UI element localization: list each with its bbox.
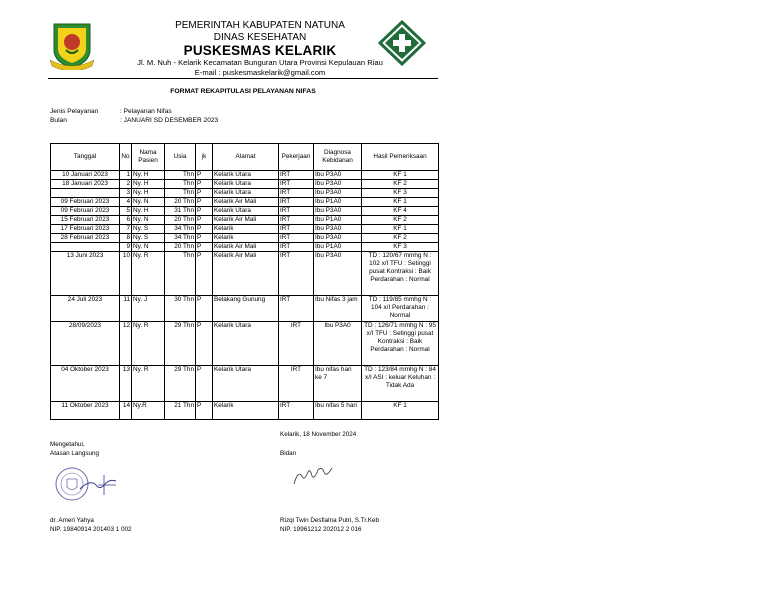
table-cell: Ibu Nifas 3 jam xyxy=(314,296,362,322)
table-cell: 6 xyxy=(120,216,132,225)
col-header: Nama Pasien xyxy=(132,144,165,171)
table-cell: Ny. N xyxy=(132,243,165,252)
table-cell: 10 xyxy=(120,252,132,296)
table-cell: IRT xyxy=(279,322,314,366)
table-cell: IRT xyxy=(279,225,314,234)
signature-left-title: Mengetahui, xyxy=(50,441,85,448)
table-cell: 12 xyxy=(120,322,132,366)
table-row xyxy=(51,180,439,189)
table-cell: Kelarik Utara xyxy=(213,322,279,366)
table-cell: 09 Februari 2023 xyxy=(51,207,120,216)
table-cell: 20 Thn xyxy=(165,243,196,252)
table-cell: Kelarik xyxy=(213,234,279,243)
table-cell xyxy=(51,189,120,198)
table-cell: 14 xyxy=(120,402,132,420)
table-cell: KF 4 xyxy=(362,207,439,216)
table-cell: Ibu nifas hari ke 7 xyxy=(314,366,362,402)
service-type-value: : Pelayanan Nifas xyxy=(120,108,172,115)
table-cell: Ibu P3A0 xyxy=(314,207,362,216)
table-cell: 11 xyxy=(120,296,132,322)
table-cell: P xyxy=(196,171,213,180)
table-cell: 28/09/2023 xyxy=(51,322,120,366)
table-cell: TD : 120/67 mmhg N : 102 x/I TFU : Setinggi pusat Kontraksi : Baik Perdarahan : Normal xyxy=(362,252,439,296)
col-header: Diagnosa Kebidanan xyxy=(314,144,362,171)
table-row xyxy=(51,322,439,366)
signature-left-subtitle: Atasan Langsung xyxy=(50,450,100,457)
table-cell: 11 Oktober 2023 xyxy=(51,402,120,420)
table-cell: IRT xyxy=(279,189,314,198)
table-cell: KF 2 xyxy=(362,180,439,189)
table-cell: Ibu nifas 5 hari xyxy=(314,402,362,420)
regency-emblem-icon xyxy=(48,20,96,70)
table-cell: 20 Thn xyxy=(165,216,196,225)
table-cell: 3 xyxy=(120,189,132,198)
table-cell: Ibu P3A0 xyxy=(314,225,362,234)
table-cell: 21 Thn xyxy=(165,402,196,420)
table-row xyxy=(51,216,439,225)
table-cell: 13 Juni 2023 xyxy=(51,252,120,296)
table-cell: Ny. S xyxy=(132,225,165,234)
col-header: jk xyxy=(196,144,213,171)
table-cell: IRT xyxy=(279,234,314,243)
table-cell: Kelarik Utara xyxy=(213,207,279,216)
table-cell: TD : 126/71 mmhg N : 95 x/I TFU : Setinggi pusat Kontraksi : Baik Perdarahan : Normal xyxy=(362,322,439,366)
signature-right-name: Rizqi Twin Desfialna Putri, S.Tr.Keb xyxy=(280,517,380,524)
table-cell: 34 Thn xyxy=(165,234,196,243)
table-row xyxy=(51,234,439,243)
table-cell: 13 xyxy=(120,366,132,402)
table-row xyxy=(51,207,439,216)
table-cell: Ny.R xyxy=(132,402,165,420)
table-cell: 30 Thn xyxy=(165,296,196,322)
table-cell: P xyxy=(196,252,213,296)
table-cell: Thn xyxy=(165,171,196,180)
table-cell: IRT xyxy=(279,243,314,252)
health-cross-icon xyxy=(378,20,426,66)
table-cell: Ny. H xyxy=(132,207,165,216)
table-cell: Kelarik xyxy=(213,402,279,420)
table-cell: IRT xyxy=(279,180,314,189)
table-cell: Ny. S xyxy=(132,234,165,243)
table-row xyxy=(51,252,439,296)
period-label: Bulan xyxy=(50,117,67,124)
table-cell: Kelarik Air Mali xyxy=(213,216,279,225)
period-value: : JANUARI SD DESEMBER 2023 xyxy=(120,117,219,124)
table-cell: P xyxy=(196,189,213,198)
table-cell: Ny. N xyxy=(132,198,165,207)
header-address: Jl. M. Nuh - Kelarik Kecamatan Bunguran Utara Provinsi Kepulauan Riau xyxy=(137,58,383,67)
document-title: FORMAT REKAPITULASI PELAYANAN NIFAS xyxy=(170,88,316,95)
table-cell: 34 Thn xyxy=(165,225,196,234)
table-row xyxy=(51,225,439,234)
table-cell: P xyxy=(196,225,213,234)
official-stamp-signature xyxy=(50,465,122,503)
table-cell: IRT xyxy=(279,171,314,180)
table-cell: 31 Thn xyxy=(165,207,196,216)
table-cell: 18 Januari 2023 xyxy=(51,180,120,189)
table-cell: Kelarik Utara xyxy=(213,189,279,198)
table-cell: 09 Februari 2023 xyxy=(51,198,120,207)
table-cell: IRT xyxy=(279,366,314,402)
table-cell xyxy=(51,243,120,252)
table-cell: Ny. R xyxy=(132,322,165,366)
table-cell: 28 Februari 2023 xyxy=(51,234,120,243)
table-cell: Kelarik Air Mali xyxy=(213,198,279,207)
table-cell: P xyxy=(196,216,213,225)
table-cell: 5 xyxy=(120,207,132,216)
table-cell: Kelarik Utara xyxy=(213,180,279,189)
col-header: Pekerjaan xyxy=(279,144,314,171)
table-cell: 24 Juli 2023 xyxy=(51,296,120,322)
table-cell: 2 xyxy=(120,180,132,189)
recap-table xyxy=(50,143,439,420)
table-cell: Kelarik Air Mali xyxy=(213,252,279,296)
table-cell: 8 xyxy=(120,234,132,243)
table-cell: IRT xyxy=(279,296,314,322)
table-cell: Ny. H xyxy=(132,171,165,180)
table-cell: 29 Thn xyxy=(165,322,196,366)
col-header: Hasil Pemeriksaan xyxy=(362,144,439,171)
table-cell: 29 Thn xyxy=(165,366,196,402)
table-cell: IRT xyxy=(279,252,314,296)
table-cell: Thn xyxy=(165,180,196,189)
table-cell: Belakang Gunung xyxy=(213,296,279,322)
table-cell: Ny. J xyxy=(132,296,165,322)
table-cell: IRT xyxy=(279,198,314,207)
table-cell: TD : 123/84 mmhg N : 84 x/I ASI : keluar Keluhan : Tidak Ada xyxy=(362,366,439,402)
table-cell: TD : 119/85 mmhg N : 104 x/I Perdarahan : Normal xyxy=(362,296,439,322)
table-cell: KF 1 xyxy=(362,402,439,420)
table-cell: 04 Oktober 2023 xyxy=(51,366,120,402)
table-cell: Ny. H xyxy=(132,189,165,198)
table-cell: 4 xyxy=(120,198,132,207)
table-cell: KF 3 xyxy=(362,243,439,252)
header-department: DINAS KESEHATAN xyxy=(213,32,307,43)
signature-right-title: Bidan xyxy=(280,450,297,457)
table-cell: Ny. N xyxy=(132,216,165,225)
table-row xyxy=(51,243,439,252)
table-cell: KF 3 xyxy=(362,189,439,198)
signature-date-place: Kelarik, 18 November 2024 xyxy=(280,431,357,438)
table-cell: 1 xyxy=(120,171,132,180)
signature-left-name: dr. Ameri Yahya xyxy=(50,517,94,524)
table-cell: Thn xyxy=(165,252,196,296)
signature-right-nip: NIP. 19961212 202012 2 016 xyxy=(280,526,362,533)
table-cell: Ibu P3A0 xyxy=(314,252,362,296)
table-cell: Ny. H xyxy=(132,180,165,189)
table-cell: P xyxy=(196,322,213,366)
table-row xyxy=(51,402,439,420)
table-cell: 9 xyxy=(120,243,132,252)
header-government: PEMERINTAH KABUPATEN NATUNA xyxy=(175,20,345,31)
table-cell: Ny. R xyxy=(132,366,165,402)
table-row xyxy=(51,189,439,198)
table-cell: IRT xyxy=(279,216,314,225)
table-cell: Thn xyxy=(165,189,196,198)
col-header: No xyxy=(120,144,132,171)
table-cell: Ny. R xyxy=(132,252,165,296)
table-cell: Ibu P1A0 xyxy=(314,243,362,252)
table-row xyxy=(51,171,439,180)
col-header: Tanggal xyxy=(51,144,120,171)
table-cell: IRT xyxy=(279,207,314,216)
table-cell: 17 Februari 2023 xyxy=(51,225,120,234)
col-header: Usia xyxy=(165,144,196,171)
signature-left-nip: NIP. 19840914 201403 1 002 xyxy=(50,526,132,533)
table-cell: KF 2 xyxy=(362,216,439,225)
table-cell: KF 1 xyxy=(362,198,439,207)
table-cell: IRT xyxy=(279,402,314,420)
table-cell: KF 2 xyxy=(362,234,439,243)
table-cell: Kelarik Utara xyxy=(213,366,279,402)
table-cell: P xyxy=(196,366,213,402)
table-cell: P xyxy=(196,243,213,252)
table-cell: Ibu P3A0 xyxy=(314,180,362,189)
table-cell: P xyxy=(196,207,213,216)
table-row xyxy=(51,198,439,207)
col-header: Alamat xyxy=(213,144,279,171)
table-row xyxy=(51,296,439,322)
table-cell: Ibu P3A0 xyxy=(314,171,362,180)
table-row xyxy=(51,366,439,402)
table-cell: P xyxy=(196,180,213,189)
table-cell: P xyxy=(196,402,213,420)
header-divider xyxy=(48,78,438,79)
header-email: E-mail : puskesmaskelarik@gmail.com xyxy=(194,68,326,77)
table-cell: Kelarik Utara xyxy=(213,171,279,180)
table-cell: KF 1 xyxy=(362,171,439,180)
table-cell: Ibu P3A0 xyxy=(314,189,362,198)
table-cell: 15 Februari 2023 xyxy=(51,216,120,225)
table-cell: P xyxy=(196,234,213,243)
bidan-signature xyxy=(290,458,336,490)
service-type-label: Jenis Pelayanan xyxy=(50,108,99,115)
table-cell: P xyxy=(196,296,213,322)
table-cell: Ibu P1A0 xyxy=(314,216,362,225)
table-cell: Kelarik Air Mali xyxy=(213,243,279,252)
table-header-row xyxy=(51,144,439,171)
table-cell: P xyxy=(196,198,213,207)
table-cell: 10 Januari 2023 xyxy=(51,171,120,180)
header-clinic-name: PUSKESMAS KELARIK xyxy=(183,43,337,58)
table-cell: Ibu P1A0 xyxy=(314,198,362,207)
table-cell: Kelarik xyxy=(213,225,279,234)
table-cell: Ibu P3A0 xyxy=(314,234,362,243)
table-cell: KF 1 xyxy=(362,225,439,234)
table-cell: 20 Thn xyxy=(165,198,196,207)
table-cell: Ibu P3A0 xyxy=(314,322,362,366)
table-cell: 7 xyxy=(120,225,132,234)
